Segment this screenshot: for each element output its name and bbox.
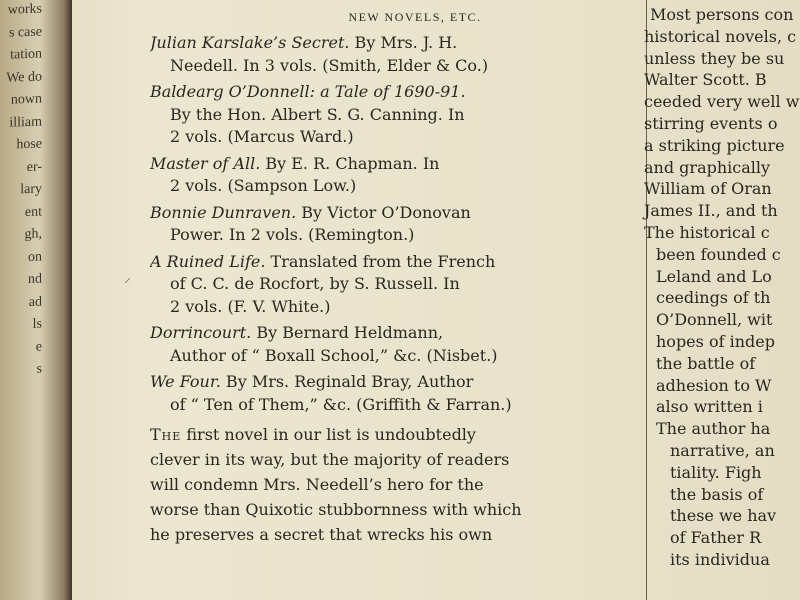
right-column-line: the battle of bbox=[656, 353, 756, 373]
right-column-line: historical novels, c bbox=[644, 26, 797, 46]
right-column-line: and graphically bbox=[644, 157, 771, 177]
book-entry bbox=[150, 251, 640, 319]
right-column-line: O’Donnell, wit bbox=[656, 310, 773, 330]
left-page-fragments bbox=[0, 0, 46, 600]
right-column-line: the basis of bbox=[670, 484, 764, 504]
book-title: Dorrincourt. bbox=[150, 323, 252, 342]
left-fragment-line: on bbox=[28, 249, 42, 265]
entry-text: Translated from the French bbox=[265, 251, 496, 271]
book-title: Master of All. bbox=[150, 153, 261, 173]
right-column-line: unless they be su bbox=[644, 48, 785, 68]
left-fragment-line: e bbox=[35, 339, 42, 355]
right-column-line: Most persons con bbox=[650, 5, 794, 24]
left-fragment-line: gh, bbox=[24, 226, 42, 243]
entry-continuation: 2 vols. (Sampson Low.) bbox=[170, 176, 357, 195]
right-column-line: been founded c bbox=[656, 244, 781, 264]
book-title: We Four. bbox=[150, 372, 221, 391]
right-column-line: hopes of indep bbox=[656, 331, 775, 351]
right-column-line: Walter Scott. B bbox=[644, 70, 767, 90]
left-fragment-line: tation bbox=[10, 46, 42, 63]
left-fragment-line: We do bbox=[6, 69, 42, 86]
left-fragment-line: ad bbox=[28, 294, 42, 310]
entry-continuation: 2 vols. (F. V. White.) bbox=[170, 296, 331, 316]
right-column-line: William of Oran bbox=[644, 179, 772, 199]
review-paragraph bbox=[150, 422, 640, 547]
book-entry bbox=[150, 81, 640, 149]
book-title: Baldearg O’Donnell: a Tale of 1690-91. bbox=[150, 82, 466, 101]
left-fragment-line: ls bbox=[32, 316, 42, 332]
entry-text: By Bernard Heldmann, bbox=[251, 323, 444, 342]
right-column bbox=[640, 0, 800, 600]
left-fragment-line: ent bbox=[24, 204, 42, 220]
entry-continuation: By the Hon. Albert S. G. Canning. In bbox=[170, 104, 465, 124]
paragraph-line: worse than Quixotic stubbornness with which bbox=[150, 500, 522, 519]
left-fragment-line: hose bbox=[16, 136, 42, 153]
paragraph-line: clever in its way, but the majority of readers bbox=[150, 450, 510, 469]
right-column-line: ceeded very well w bbox=[644, 92, 800, 112]
book-title: A Ruined Life. bbox=[150, 251, 266, 271]
left-fragment-line: s bbox=[36, 361, 42, 377]
main-column bbox=[150, 0, 640, 600]
book-title: Julian Karslake’s Secret. bbox=[150, 33, 350, 52]
paragraph-line: will condemn Mrs. Needell’s hero for the bbox=[150, 475, 484, 494]
entry-text: By Mrs. J. H. bbox=[349, 33, 458, 52]
right-column-line: of Father R bbox=[670, 528, 762, 548]
paragraph-initial: The bbox=[150, 425, 182, 444]
left-fragment-line: illiam bbox=[9, 114, 42, 131]
entry-continuation: Power. In 2 vols. (Remington.) bbox=[170, 225, 415, 244]
book-entry bbox=[150, 153, 640, 198]
left-fragment-line: nd bbox=[28, 271, 42, 288]
left-fragment-line: nown bbox=[10, 91, 42, 108]
left-fragment-line: works bbox=[7, 1, 42, 18]
right-column-line: Leland and Lo bbox=[656, 266, 772, 286]
left-fragment-line: er- bbox=[26, 159, 42, 175]
left-fragment-line: lary bbox=[20, 181, 42, 198]
right-column-line: tiality. Figh bbox=[670, 462, 762, 482]
page-header: NEW NOVELS, ETC. bbox=[348, 10, 482, 24]
right-column-line: these we hav bbox=[670, 506, 777, 526]
right-column-line: James II., and th bbox=[644, 201, 778, 221]
paragraph-line: he preserves a secret that wrecks his own bbox=[150, 525, 493, 544]
entry-text: By E. R. Chapman. In bbox=[260, 153, 440, 173]
entry-text: By Mrs. Reginald Bray, Author bbox=[220, 372, 474, 391]
book-entry bbox=[150, 322, 640, 367]
right-column-line: its individua bbox=[670, 549, 770, 569]
right-column-line: also written i bbox=[656, 397, 763, 417]
book-entry bbox=[150, 202, 640, 247]
right-column-line: ceedings of th bbox=[656, 288, 771, 308]
entry-continuation: Needell. In 3 vols. (Smith, Elder & Co.) bbox=[170, 55, 489, 75]
book-title: Bonnie Dunraven. bbox=[150, 202, 297, 222]
right-column-line: The historical c bbox=[644, 222, 770, 242]
entry-continuation: 2 vols. (Marcus Ward.) bbox=[170, 127, 354, 146]
book-entry bbox=[150, 32, 640, 77]
right-column-line: a striking picture bbox=[644, 135, 785, 155]
entry-text: By Victor O’Donovan bbox=[296, 202, 471, 222]
left-fragment-line: s case bbox=[8, 24, 42, 41]
book-entry bbox=[150, 371, 640, 416]
paragraph-line: first novel in our list is undoubtedly bbox=[181, 425, 476, 444]
right-column-line: stirring events o bbox=[644, 113, 778, 133]
right-column-line: The author ha bbox=[656, 419, 771, 439]
right-column-line: adhesion to W bbox=[656, 375, 772, 395]
right-column-line: narrative, an bbox=[670, 440, 775, 460]
entry-continuation: Author of “ Boxall School,” &c. (Nisbet.) bbox=[170, 345, 498, 365]
entry-continuation: of “ Ten of Them,” &c. (Griffith & Farran.) bbox=[170, 394, 512, 414]
entry-continuation: of C. C. de Rocfort, by S. Russell. In bbox=[170, 274, 460, 293]
stray-mark: ⸝ bbox=[124, 270, 131, 286]
